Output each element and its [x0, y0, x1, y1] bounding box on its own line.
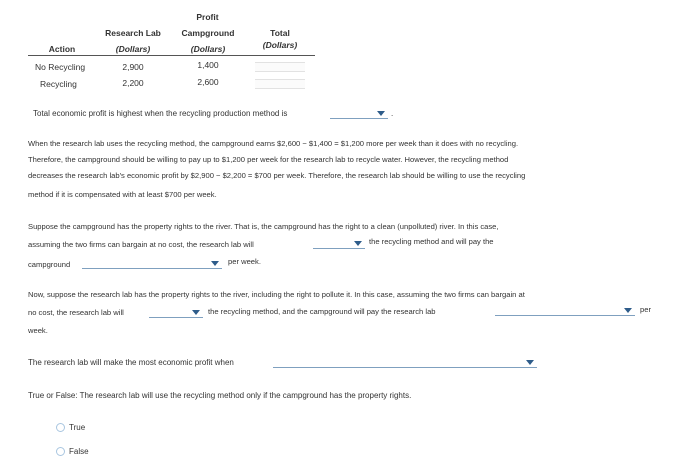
- col-unit-campground: (Dollars): [190, 44, 226, 54]
- q2-will-dropdown[interactable]: [313, 238, 365, 249]
- chevron-down-icon: [192, 310, 200, 315]
- q3-line-2b: the recycling method, and the campground will pay the research lab: [208, 307, 436, 316]
- q3-amount-dropdown[interactable]: [495, 305, 635, 316]
- col-unit-research-lab: (Dollars): [115, 44, 151, 54]
- q2-line-3b: per week.: [228, 257, 261, 266]
- explanation-line-2: Therefore, the campground should be willing to pay up to $1,200 per week for the research lab to recycle water. However, the recycling method: [28, 155, 509, 164]
- cell-recycling-research-lab: 2,200: [122, 78, 144, 88]
- q3-line-1: Now, suppose the research lab has the property rights to the river, including the right to pollute it. In this case, assuming the two firms can bargain at: [28, 290, 525, 299]
- q2-line-2a: assuming the two firms can bargain at no cost, the research lab will: [28, 240, 254, 249]
- col-header-total: Total: [270, 28, 290, 38]
- cell-no-recycling-campground: 1,400: [197, 60, 219, 70]
- chevron-down-icon: [526, 360, 534, 365]
- row-label-recycling: Recycling: [40, 79, 77, 89]
- radio-false-label[interactable]: False: [69, 447, 89, 456]
- explanation-line-4: method if it is compensated with at least $700 per week.: [28, 190, 217, 199]
- q3-will-dropdown[interactable]: [149, 307, 203, 318]
- col-unit-total: (Dollars): [262, 40, 298, 50]
- q4-dropdown[interactable]: [273, 357, 537, 368]
- q3-line-2c: per: [640, 305, 651, 314]
- row-header-action: Action: [48, 44, 76, 54]
- q2-amount-dropdown[interactable]: [82, 258, 222, 269]
- input-total-recycling[interactable]: [255, 79, 305, 89]
- header-rule: [28, 55, 315, 56]
- q1-text: Total economic profit is highest when the recycling production method is: [33, 109, 288, 118]
- q3-line-3: week.: [28, 326, 48, 335]
- q2-line-3a: campground: [28, 260, 71, 269]
- q1-method-dropdown[interactable]: [330, 108, 388, 119]
- q4-text: The research lab will make the most economic profit when: [28, 358, 234, 367]
- chevron-down-icon: [377, 111, 385, 116]
- explanation-line-3: decreases the research lab's economic profit by $2,900 − $2,200 = $700 per week. Therefore, the research lab should be willing to use the recycling: [28, 171, 526, 180]
- cell-recycling-campground: 2,600: [197, 77, 219, 87]
- cell-no-recycling-research-lab: 2,900: [122, 62, 144, 72]
- q2-line-1: Suppose the campground has the property rights to the river. That is, the campground has the right to a clean (unpolluted) river. In this case,: [28, 222, 499, 231]
- col-header-research-lab: Research Lab: [105, 28, 161, 38]
- chevron-down-icon: [211, 261, 219, 266]
- q2-line-2b: the recycling method and will pay the: [369, 237, 494, 246]
- q1-period: .: [391, 109, 394, 118]
- col-header-campground: Campground: [181, 28, 235, 38]
- radio-true[interactable]: [56, 423, 65, 432]
- chevron-down-icon: [354, 241, 362, 246]
- q3-line-2a: no cost, the research lab will: [28, 308, 124, 317]
- q5-text: True or False: The research lab will use the recycling method only if the campground has the property rights.: [28, 391, 412, 400]
- chevron-down-icon: [624, 308, 632, 313]
- radio-false[interactable]: [56, 447, 65, 456]
- explanation-line-1: When the research lab uses the recycling method, the campground earns $2,600 − $1,400 = $1,200 more per week than it does with no recycling.: [28, 139, 519, 148]
- profit-super-header: Profit: [196, 12, 219, 22]
- row-label-no-recycling: No Recycling: [35, 62, 86, 72]
- radio-true-label[interactable]: True: [69, 423, 86, 432]
- input-total-no-recycling[interactable]: [255, 62, 305, 72]
